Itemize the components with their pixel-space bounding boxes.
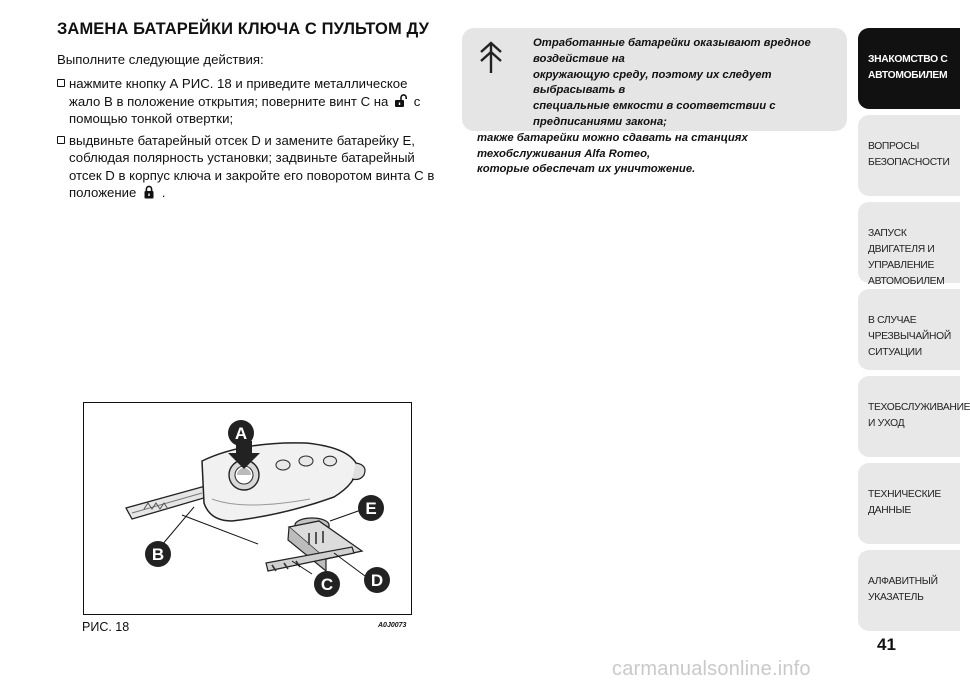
figure-code: A0J0073 [378,622,407,629]
note-line: Отработанные батарейки оказывают вредное воздействие на [533,37,811,65]
environment-note [462,28,847,176]
step-text-end: . [161,185,166,200]
key-battery-illustration [84,403,413,616]
tab-safety[interactable]: ВОПРОСЫ БЕЗОПАСНОСТИ [858,115,960,196]
callout-c: C [320,575,334,594]
callout-a: A [234,424,248,443]
instruction-list [57,75,442,206]
step-text: выдвиньте батарейный отсек D и замените батарейку E, соблюдая полярность установки; задвиньте батарейный отсек D в корпус ключа и закройте его поворотом винта С в положение [69,132,435,200]
instruction-step [57,75,442,128]
intro-text: Выполните следующие действия: [57,52,264,67]
page-number: 41 [877,635,896,654]
figure-caption: РИС. 18 [82,620,130,634]
tab-emergency[interactable]: В СЛУЧАЕ ЧРЕЗВЫЧАЙНОЙ СИТУАЦИИ [858,289,960,370]
tab-maintenance[interactable]: ТЕХОБСЛУЖИВАНИЕ И УХОД [858,376,960,457]
watermark: carmanualsonline.info [612,658,811,680]
tab-index[interactable]: АЛФАВИТНЫЙ УКАЗАТЕЛЬ [858,550,960,631]
note-line: специальные емкости в соответствии с предписаниями закона; [533,100,776,128]
callout-d: D [370,571,384,590]
callout-e: E [365,499,377,518]
callout-b: B [151,545,165,564]
instruction-step [57,132,442,202]
note-line: окружающую среду, поэтому их следует выбрасывать в [533,68,772,97]
checkbox-bullet-icon [57,79,65,87]
tab-driving[interactable]: ЗАПУСК ДВИГАТЕЛЯ И УПРАВЛЕНИЕ АВТОМОБИЛЕМ [858,202,960,283]
checkbox-bullet-icon [57,136,65,144]
tab-intro[interactable]: ЗНАКОМСТВО С АВТОМОБИЛЕМ [858,28,960,109]
note-line: которые обеспечат их уничтожение. [477,163,696,176]
tab-technical-data[interactable]: ТЕХНИЧЕСКИЕ ДАННЫЕ [858,463,960,544]
lock-icon [142,185,156,199]
step-text-end: с помощью тонкой отвертки; [69,93,421,126]
section-heading: ЗАМЕНА БАТАРЕЙКИ КЛЮЧА С ПУЛЬТОМ ДУ [57,20,429,38]
unlock-icon [394,94,408,108]
note-line: также батарейки можно сдавать на станциях техобслуживания Alfa Romeo, [477,131,748,160]
step-text: нажмите кнопку А РИС. 18 и приведите металлическое жало В в положение открытия; поверните винт С на [69,76,408,109]
figure-key-illustration [83,402,412,615]
